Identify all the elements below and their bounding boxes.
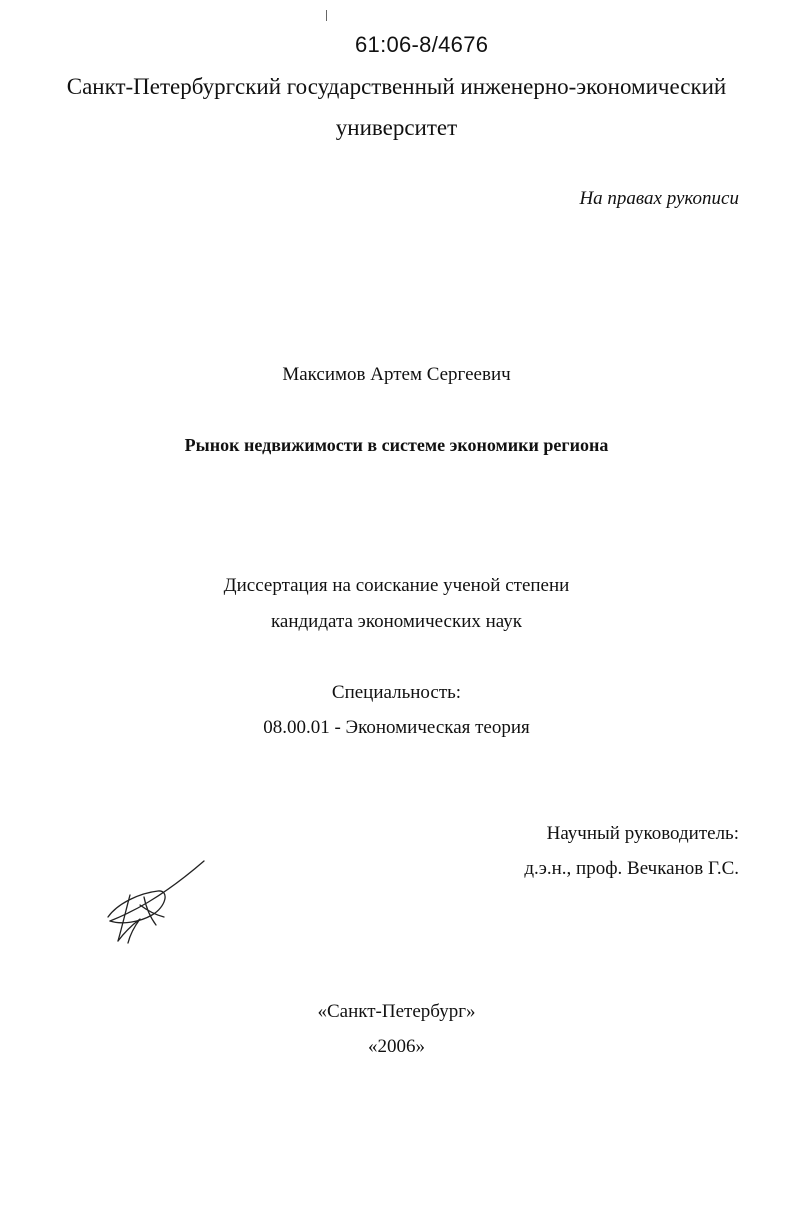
university-name-line2: университет [335, 115, 458, 140]
degree-line1: Диссертация на соискание ученой степени [223, 575, 570, 596]
dissertation-title: Рынок недвижимости в системе экономики региона [184, 435, 609, 455]
supervisor-label: Научный руководитель: [546, 823, 739, 844]
city: «Санкт-Петербург» [317, 1001, 476, 1022]
supervisor-name: д.э.н., проф. Вечканов Г.С. [524, 858, 739, 879]
author-name: Максимов Артем Сергеевич [282, 364, 511, 385]
university-name-line1: Санкт-Петербургский государственный инженерно-экономический [66, 74, 727, 99]
year: «2006» [368, 1036, 425, 1057]
reference-code: 61:06-8/4676 [355, 32, 489, 57]
scan-mark [326, 10, 327, 21]
degree-line2: кандидата экономических наук [270, 611, 523, 632]
manuscript-note: На правах рукописи [579, 188, 739, 209]
specialty-label: Специальность: [331, 682, 462, 703]
specialty-value: 08.00.01 - Экономическая теория [263, 717, 530, 738]
handwritten-signature-icon [100, 855, 212, 950]
